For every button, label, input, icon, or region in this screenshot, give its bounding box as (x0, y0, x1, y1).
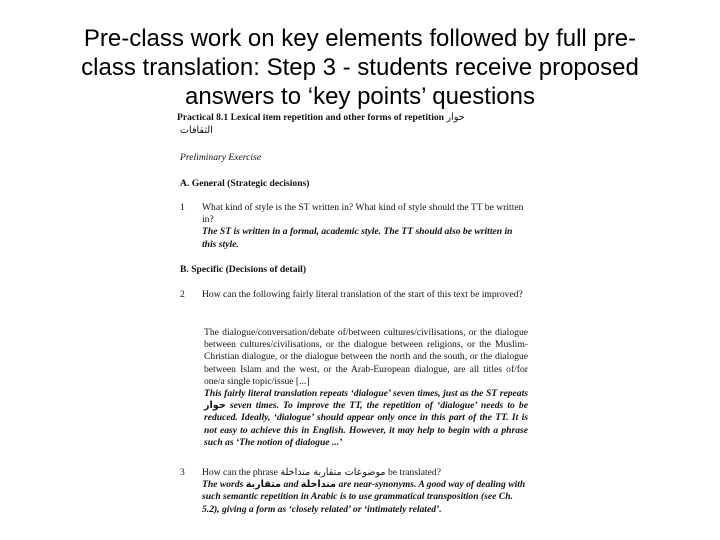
question-3-answer-arabic-2: متداخلة (300, 479, 337, 491)
slide-title-line-2: class translation: Step 3 - students receive proposed (81, 54, 639, 81)
question-3-text-part-1: How can the phrase (202, 467, 278, 478)
question-2-answer (204, 388, 528, 449)
question-2-literal-translation: The dialogue/conversation/debate of/between cultures/civilisations, or the dialogue between cultures/civilisations, or the dialogue between religions, or the Muslim-Christian dialogue, or the dialogue between the north and the south, or the dialogue between Islam and the west, or the Arab-European dialogue, are all titles of/for one/a single topic/issue [...] (204, 327, 528, 387)
preliminary-exercise-heading: Preliminary Exercise (180, 152, 262, 163)
slide-title-line-1: Pre-class work on key elements followed by full pre- (83, 25, 637, 52)
practical-heading-text: 8.1 Lexical item repetition and other forms of repetition (216, 112, 444, 123)
question-3-arabic-phrase: موضوعات متقاربة متداخلة (280, 467, 386, 478)
heading-arabic-1: حوار (446, 112, 465, 123)
question-3-answer-and: and (283, 479, 299, 491)
slide-title-line-3: answers to ‘key points’ questions (185, 83, 535, 110)
question-3-answer (202, 479, 528, 516)
question-3-number: 3 (180, 467, 185, 478)
question-1-answer: The ST is written in a formal, academic style. The TT should also be written in this style. (202, 226, 513, 250)
section-b-heading: B. Specific (Decisions of detail) (180, 264, 307, 275)
slide-title (20, 24, 700, 111)
question-2-answer-arabic: حوار (204, 400, 226, 412)
question-2-text: How can the following fairly literal translation of the start of this text be improved? (202, 289, 523, 300)
question-3 (202, 467, 528, 516)
question-2-answer-part-2: seven times. To improve the TT, the repetition of ‘dialogue’ needs to be reduced. Ideally, ‘dialogue’ should appear only once in this part of the TT. It is not easy to achieve this in English. However, it may help to begin with a phrase such as ‘The notion of dialogue ...’ (204, 400, 528, 448)
question-3-answer-part-1: The words (202, 479, 244, 491)
scanned-book-page (175, 112, 530, 530)
question-2-answer-part-1: This fairly literal translation repeats ‘dialogue’ seven times, just as the ST repeats (204, 388, 528, 400)
question-1-text: What kind of style is the ST written in? What kind of style should the TT be written in? (202, 202, 524, 226)
section-a-heading: A. General (Strategic decisions) (180, 178, 310, 189)
question-1 (202, 202, 528, 251)
question-3-text (202, 467, 528, 479)
question-2 (202, 289, 528, 301)
question-3-text-part-2: be translated? (387, 467, 441, 478)
question-3-answer-part-2: are near-synonyms. A good way of dealing with such semantic repetition in Arabic is to use grammatical transposition (see Ch. 5.2), giving a form as ‘closely related’ or ‘intimately related’. (202, 479, 526, 515)
practical-heading-line-2 (180, 125, 213, 137)
question-3-answer-arabic-1: متقاربة (245, 479, 282, 491)
question-2-quote-block (204, 327, 528, 449)
question-2-number: 2 (180, 289, 185, 300)
practical-heading (177, 112, 527, 124)
heading-arabic-2: الثقافات (180, 125, 213, 136)
question-1-number: 1 (180, 202, 185, 213)
practical-label: Practical (177, 112, 214, 123)
